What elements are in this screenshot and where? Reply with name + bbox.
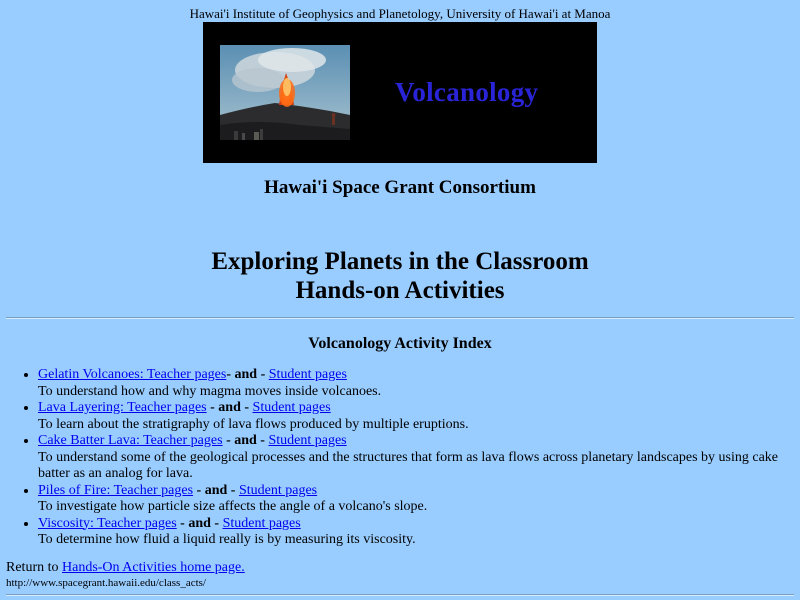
and-separator: - and -: [226, 433, 265, 448]
and-separator: - and -: [226, 367, 266, 382]
student-pages-link[interactable]: Student pages: [238, 482, 318, 498]
home-page-link[interactable]: Hands-On Activities home page.: [62, 560, 245, 575]
teacher-pages-link[interactable]: Cake Batter Lava: Teacher pages: [38, 433, 223, 448]
teacher-pages-link[interactable]: Lava Layering: Teacher pages: [38, 400, 207, 415]
activity-list: [0, 367, 790, 549]
activity-description: To understand some of the geological processes and the structures that form as lava flows across planetary landscapes by using cake batter as an analog for lava.: [38, 449, 779, 481]
banner-title: Volcanology: [395, 77, 539, 107]
institute-header: Hawai'i Institute of Geophysics and Planetology, University of Hawai'i at Manoa: [189, 6, 611, 21]
teacher-pages-link[interactable]: Viscosity: Teacher pages: [38, 515, 177, 531]
volcanology-banner: [203, 22, 597, 163]
activity-description: To understand how and why magma moves inside volcanoes.: [38, 383, 382, 399]
activity-description: To determine how fluid a liquid really is by measuring its viscosity.: [38, 532, 416, 547]
student-pages-link[interactable]: Student pages: [222, 515, 301, 531]
student-pages-link[interactable]: Student pages: [268, 433, 347, 448]
horizontal-rule-bottom: [6, 594, 794, 596]
page-url: http://www.spacegrant.hawaii.edu/class_acts/: [6, 577, 206, 589]
student-pages-link[interactable]: Student pages: [268, 367, 347, 382]
list-item: [38, 367, 790, 400]
and-separator: - and -: [196, 482, 236, 498]
and-separator: - and -: [210, 400, 250, 415]
list-item: [38, 516, 790, 549]
list-item: [38, 400, 790, 433]
page-title-line1: Exploring Planets in the Classroom: [211, 248, 589, 275]
consortium-heading: Hawai'i Space Grant Consortium: [264, 177, 536, 198]
activity-index-heading: Volcanology Activity Index: [308, 335, 492, 352]
page-title-line2: Hands-on Activities: [295, 277, 505, 304]
and-separator: - and -: [180, 515, 220, 531]
horizontal-rule: [6, 317, 794, 319]
list-item: [38, 433, 790, 483]
list-item: [38, 483, 790, 516]
activity-description: To investigate how particle size affects the angle of a volcano's slope.: [38, 499, 428, 514]
return-line: [6, 560, 245, 576]
student-pages-link[interactable]: Student pages: [252, 400, 331, 415]
teacher-pages-link[interactable]: Gelatin Volcanoes: Teacher pages: [38, 367, 227, 382]
page-title: [0, 247, 800, 305]
volcano-eruption-photo: [220, 45, 350, 140]
teacher-pages-link[interactable]: Piles of Fire: Teacher pages: [38, 482, 194, 498]
return-prefix: Return to: [6, 560, 59, 575]
activity-description: To learn about the stratigraphy of lava flows produced by multiple eruptions.: [38, 416, 469, 432]
